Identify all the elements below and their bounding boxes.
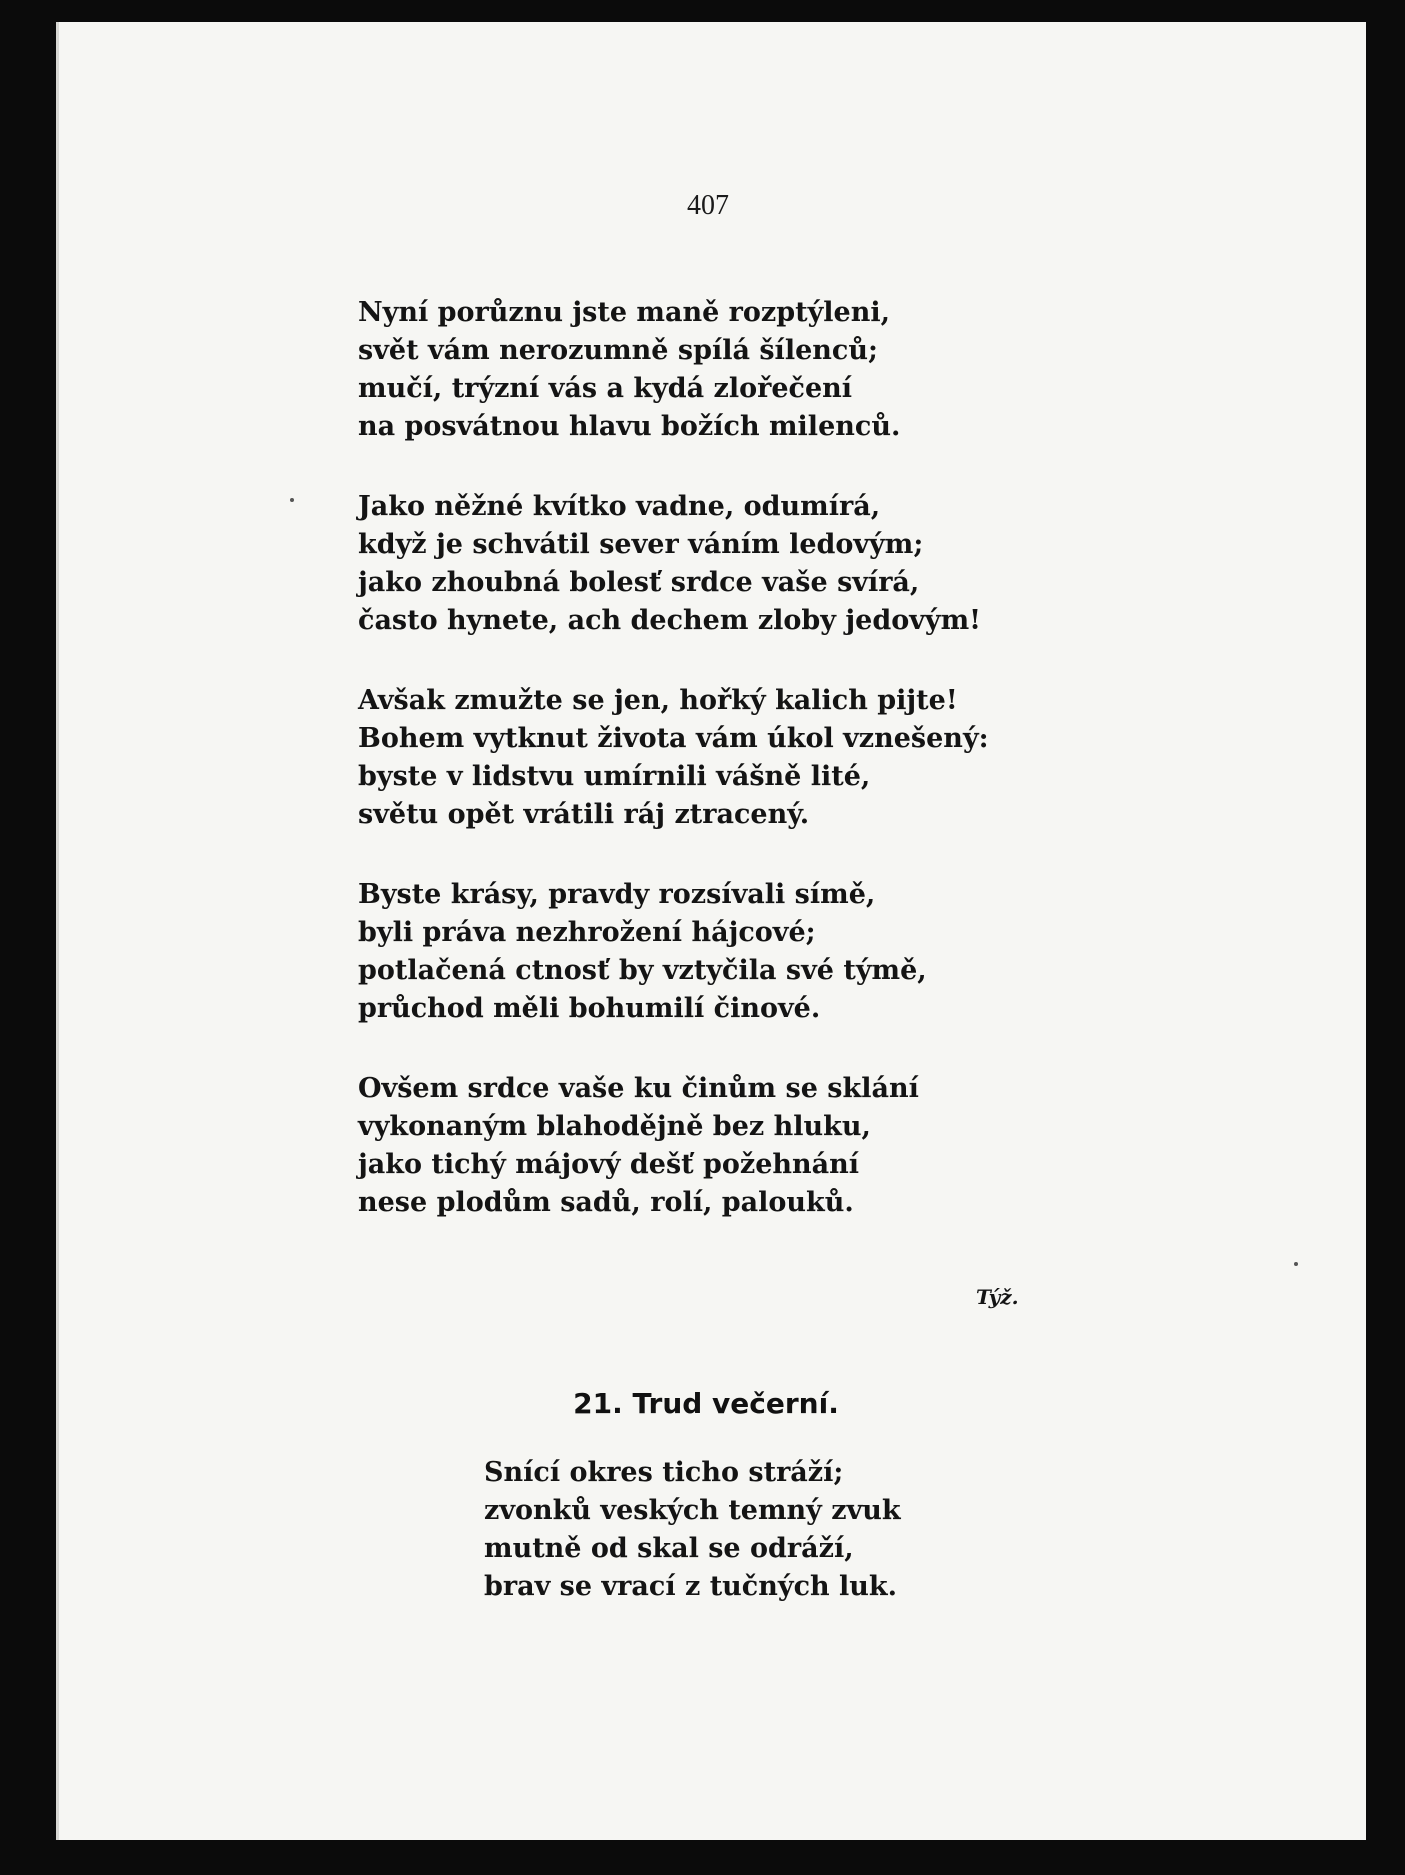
poem-line: Jako něžné kvítko vadne, odumírá, <box>358 491 881 522</box>
scan-speck <box>1294 1262 1298 1266</box>
poem-line: jako tichý májový dešť požehnání <box>358 1149 860 1180</box>
poem-line: Nyní porůznu jste maně rozptýleni, <box>358 297 891 328</box>
scan-speck <box>290 498 294 502</box>
book-page <box>56 22 1366 1840</box>
author-signature: Týž. <box>976 1285 1019 1309</box>
poem-line: nese plodům sadů, rolí, palouků. <box>358 1187 854 1218</box>
page-left-edge <box>56 22 59 1840</box>
poem-line: na posvátnou hlavu božích milenců. <box>358 411 901 442</box>
stanza <box>358 876 1158 1028</box>
stanza <box>358 294 1158 446</box>
stanza <box>358 682 1158 834</box>
poem-body <box>358 294 1158 1264</box>
page-number: 407 <box>687 190 729 221</box>
poem-line: potlačená ctnosť by vztyčila své týmě, <box>358 955 927 986</box>
poem-line: mučí, trýzní vás a kydá zlořečení <box>358 373 853 404</box>
poem-line: Ovšem srdce vaše ku činům se sklání <box>358 1073 919 1104</box>
poem-line: často hynete, ach dechem zloby jedovým! <box>358 605 982 636</box>
poem-line: Snící okres ticho stráží; <box>484 1457 844 1488</box>
poem-line: Bohem vytknut života vám úkol vznešený: <box>358 723 989 754</box>
poem-line: byli práva nezhrožení hájcové; <box>358 917 816 948</box>
poem-line: svět vám nerozumně spílá šílenců; <box>358 335 878 366</box>
section-poem <box>484 1454 1084 1606</box>
poem-line: Byste krásy, pravdy rozsívali símě, <box>358 879 876 910</box>
poem-line: světu opět vrátili ráj ztracený. <box>358 799 810 830</box>
poem-line: mutně od skal se odráží, <box>484 1533 854 1564</box>
poem-line: vykonaným blahodějně bez hluku, <box>358 1111 871 1142</box>
poem-line: brav se vrací z tučných luk. <box>484 1571 898 1602</box>
poem-line: když je schvátil sever váním ledovým; <box>358 529 924 560</box>
poem-line: jako zhoubná bolesť srdce vaše svírá, <box>358 567 920 598</box>
stanza <box>358 1070 1158 1222</box>
poem-line: zvonků veských temný zvuk <box>484 1495 901 1526</box>
section-heading: 21. Trud večerní. <box>573 1387 839 1420</box>
poem-line: průchod měli bohumilí činové. <box>358 993 821 1024</box>
poem-line: Avšak zmužte se jen, hořký kalich pijte! <box>358 685 958 716</box>
stanza <box>358 488 1158 640</box>
poem-line: byste v lidstvu umírnili vášně lité, <box>358 761 871 792</box>
